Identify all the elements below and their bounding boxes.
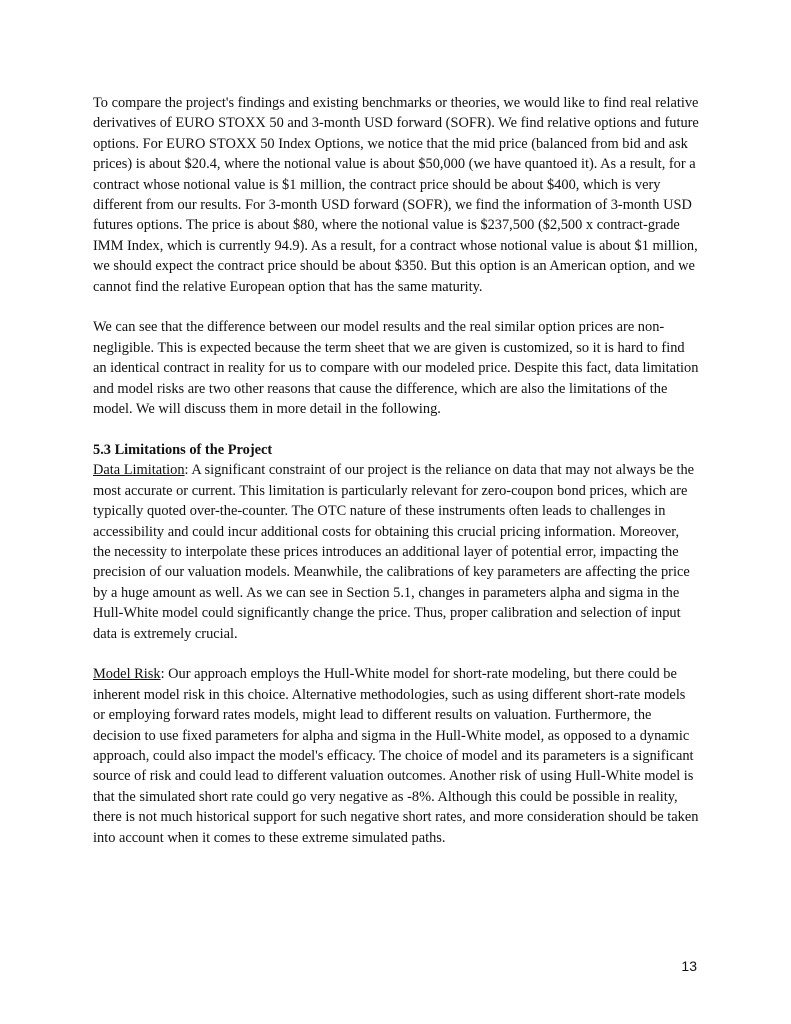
page-body <box>93 93 699 848</box>
section-heading: 5.3 Limitations of the Project <box>93 441 273 458</box>
paragraph-spacer <box>93 644 699 664</box>
model-risk-label: Model Risk <box>93 666 161 683</box>
data-limitation-paragraph <box>93 460 699 644</box>
model-risk-paragraph <box>93 664 699 848</box>
difference-paragraph: We can see that the difference between our model results and the real similar option prices are non-negligible. This is expected because the term sheet that we are given is customized, so it is hard to find an identical contract in reality for us to compare with our modeled price. Despite this fact, data limitation and model risks are two other reasons that cause the difference, which are also the limitations of the model. We will discuss them in more detail in the following. <box>93 319 699 418</box>
paragraph-spacer <box>93 419 699 439</box>
paragraph-spacer <box>93 297 699 317</box>
model-risk-text: : Our approach employs the Hull-White model for short-rate modeling, but there could be inherent model risk in this choice. Alternative methodologies, such as using different short-rate models or employing forward rates models, might lead to different results on valuation. Furthermore, the decision to use fixed parameters for alpha and sigma in the Hull-White model, as opposed to a dynamic approach, could also impact the model's efficacy. The choice of model and its parameters is a significant source of risk and could lead to different valuation outcomes. Another risk of using Hull-White model is that the simulated short rate could go very negative as -8%. Although this could be possible in reality, there is not much historical support for such negative short rates, and more consideration should be taken into account when it comes to these extreme simulated paths. <box>93 666 699 846</box>
page-number: 13 <box>681 958 697 974</box>
benchmark-paragraph: To compare the project's findings and existing benchmarks or theories, we would like to find real relative derivatives of EURO STOXX 50 and 3-month USD forward (SOFR). We find relative options and future options. For EURO STOXX 50 Index Options, we notice that the mid price (balanced from bid and ask prices) is about $20.4, where the notional value is about $50,000 (we have quantoed it). As a result, for a contract whose notional value is $1 million, the contract price should be about $400, which is very different from our results. For 3-month USD forward (SOFR), we find the information of 3-month USD futures options. The price is about $80, where the notional value is $237,500 ($2,500 x contract-grade IMM Index, which is currently 94.9). As a result, for a contract whose notional value is about $1 million, we should expect the contract price should be about $350. But this option is an American option, and we cannot find the relative European option that has the same maturity. <box>93 95 699 295</box>
data-limitation-text: : A significant constraint of our project is the reliance on data that may not always be the most accurate or current. This limitation is particularly relevant for zero-coupon bond prices, which are typically quoted over-the-counter. The OTC nature of these instruments often leads to challenges in accessibility and could incur additional costs for obtaining this crucial pricing information. Moreover, the necessity to interpolate these prices introduces an additional layer of potential error, impacting the precision of our valuation models. Meanwhile, the calibrations of key parameters are affecting the price by a huge amount as well. As we can see in Section 5.1, changes in parameters alpha and sigma in the Hull-White model could significantly change the price. Thus, proper calibration and selection of input data is extremely crucial. <box>93 462 695 642</box>
data-limitation-label: Data Limitation <box>93 462 185 479</box>
